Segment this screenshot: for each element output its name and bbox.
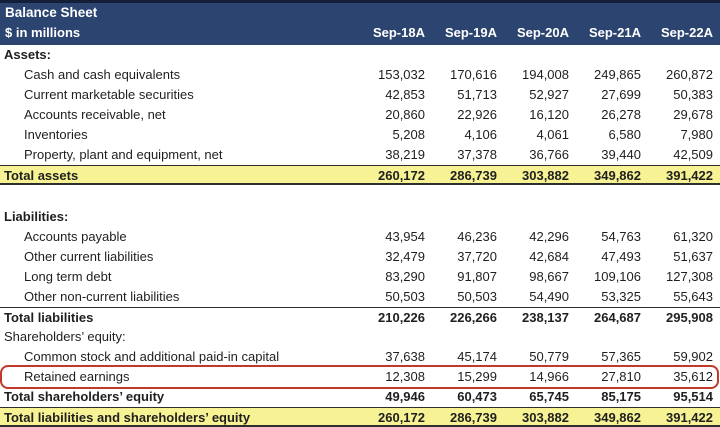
cell-value: 42,296	[529, 229, 569, 244]
cell-value: 249,865	[594, 67, 641, 82]
spacer-row	[0, 185, 720, 207]
column-header-row	[0, 23, 720, 45]
cell-value: 27,699	[601, 87, 641, 102]
cell-value: 46,236	[457, 229, 497, 244]
cell-value: 6,580	[608, 127, 641, 142]
cell-value: 4,061	[536, 127, 569, 142]
cell-value: 60,473	[457, 389, 497, 404]
cell-value: 295,908	[666, 310, 713, 325]
row-label: Inventories	[24, 127, 88, 142]
cell-value: 12,308	[385, 369, 425, 384]
row-label: Cash and cash equivalents	[24, 67, 181, 82]
cell-value: 16,120	[529, 107, 569, 122]
table-row	[0, 247, 720, 267]
total-liabilities-row	[0, 307, 720, 327]
cell-value: 50,779	[529, 349, 569, 364]
table-row	[0, 287, 720, 307]
sheet-title: Balance Sheet	[5, 5, 98, 20]
table-row	[0, 85, 720, 105]
cell-value: 42,509	[673, 147, 713, 162]
cell-value: 91,807	[457, 269, 497, 284]
cell-value: 37,638	[385, 349, 425, 364]
cell-value: 303,882	[522, 168, 569, 183]
cell-value: 14,966	[529, 369, 569, 384]
cell-value: 47,493	[601, 249, 641, 264]
cell-value: 49,946	[385, 389, 425, 404]
cell-value: 22,926	[457, 107, 497, 122]
cell-value: 349,862	[594, 410, 641, 425]
cell-value: 210,226	[378, 310, 425, 325]
section-header-shareholders-equity	[0, 327, 720, 347]
column-header: Sep-18A	[372, 25, 425, 40]
section-header-liabilities	[0, 207, 720, 227]
row-label: Other non-current liabilities	[24, 289, 180, 304]
cell-value: 36,766	[529, 147, 569, 162]
cell-value: 37,378	[457, 147, 497, 162]
cell-value: 35,612	[673, 369, 713, 384]
section-header-assets	[0, 45, 720, 65]
cell-value: 260,872	[666, 67, 713, 82]
cell-value: 226,266	[450, 310, 497, 325]
table-row	[0, 65, 720, 85]
cell-value: 43,954	[385, 229, 425, 244]
sheet-header	[0, 0, 720, 45]
cell-value: 85,175	[601, 389, 641, 404]
row-label: Total assets	[4, 168, 79, 183]
cell-value: 238,137	[522, 310, 569, 325]
cell-value: 127,308	[666, 269, 713, 284]
cell-value: 98,667	[529, 269, 569, 284]
cell-value: 194,008	[522, 67, 569, 82]
cell-value: 45,174	[457, 349, 497, 364]
cell-value: 4,106	[464, 127, 497, 142]
cell-value: 38,219	[385, 147, 425, 162]
cell-value: 286,739	[450, 410, 497, 425]
cell-value: 42,853	[385, 87, 425, 102]
cell-value: 391,422	[666, 168, 713, 183]
row-label: Accounts receivable, net	[24, 107, 166, 122]
cell-value: 349,862	[594, 168, 641, 183]
row-label: Common stock and additional paid-in capital	[24, 349, 280, 364]
cell-value: 303,882	[522, 410, 569, 425]
cell-value: 61,320	[673, 229, 713, 244]
cell-value: 109,106	[594, 269, 641, 284]
cell-value: 65,745	[529, 389, 569, 404]
cell-value: 51,713	[457, 87, 497, 102]
cell-value: 260,172	[378, 168, 425, 183]
row-label: Retained earnings	[24, 369, 130, 384]
cell-value: 286,739	[450, 168, 497, 183]
total-liabilities-and-equity-row	[0, 407, 720, 427]
sheet-subtitle: $ in millions	[5, 25, 81, 40]
row-label: Accounts payable	[24, 229, 127, 244]
cell-value: 32,479	[385, 249, 425, 264]
cell-value: 29,678	[673, 107, 713, 122]
cell-value: 153,032	[378, 67, 425, 82]
cell-value: 264,687	[594, 310, 641, 325]
column-header: Sep-21A	[588, 25, 641, 40]
row-label: Assets:	[4, 47, 51, 62]
cell-value: 5,208	[392, 127, 425, 142]
row-label: Long term debt	[24, 269, 112, 284]
cell-value: 27,810	[601, 369, 641, 384]
cell-value: 50,383	[673, 87, 713, 102]
cell-value: 20,860	[385, 107, 425, 122]
table-row	[0, 227, 720, 247]
column-header: Sep-20A	[516, 25, 569, 40]
column-header: Sep-22A	[660, 25, 713, 40]
cell-value: 55,643	[673, 289, 713, 304]
cell-value: 57,365	[601, 349, 641, 364]
cell-value: 59,902	[673, 349, 713, 364]
cell-value: 54,490	[529, 289, 569, 304]
table-row	[0, 125, 720, 145]
cell-value: 42,684	[529, 249, 569, 264]
row-label: Other current liabilities	[24, 249, 154, 264]
cell-value: 26,278	[601, 107, 641, 122]
cell-value: 95,514	[673, 389, 713, 404]
table-row	[0, 347, 720, 367]
cell-value: 391,422	[666, 410, 713, 425]
cell-value: 15,299	[457, 369, 497, 384]
row-label: Liabilities:	[4, 209, 69, 224]
row-label: Total shareholders’ equity	[4, 389, 165, 404]
cell-value: 83,290	[385, 269, 425, 284]
total-assets-row	[0, 165, 720, 185]
row-label: Shareholders’ equity:	[4, 329, 126, 344]
row-label: Total liabilities and shareholders’ equity	[4, 410, 251, 425]
cell-value: 53,325	[601, 289, 641, 304]
row-label: Current marketable securities	[24, 87, 194, 102]
total-shareholders-equity-row	[0, 387, 720, 407]
retained-earnings-row	[0, 367, 720, 387]
cell-value: 50,503	[457, 289, 497, 304]
cell-value: 260,172	[378, 410, 425, 425]
table-row	[0, 105, 720, 125]
cell-value: 51,637	[673, 249, 713, 264]
cell-value: 7,980	[680, 127, 713, 142]
table-row	[0, 145, 720, 165]
row-label: Total liabilities	[4, 310, 94, 325]
cell-value: 50,503	[385, 289, 425, 304]
table-row	[0, 267, 720, 287]
cell-value: 54,763	[601, 229, 641, 244]
cell-value: 170,616	[450, 67, 497, 82]
cell-value: 39,440	[601, 147, 641, 162]
cell-value: 52,927	[529, 87, 569, 102]
cell-value: 37,720	[457, 249, 497, 264]
row-label: Property, plant and equipment, net	[24, 147, 223, 162]
column-header: Sep-19A	[444, 25, 497, 40]
